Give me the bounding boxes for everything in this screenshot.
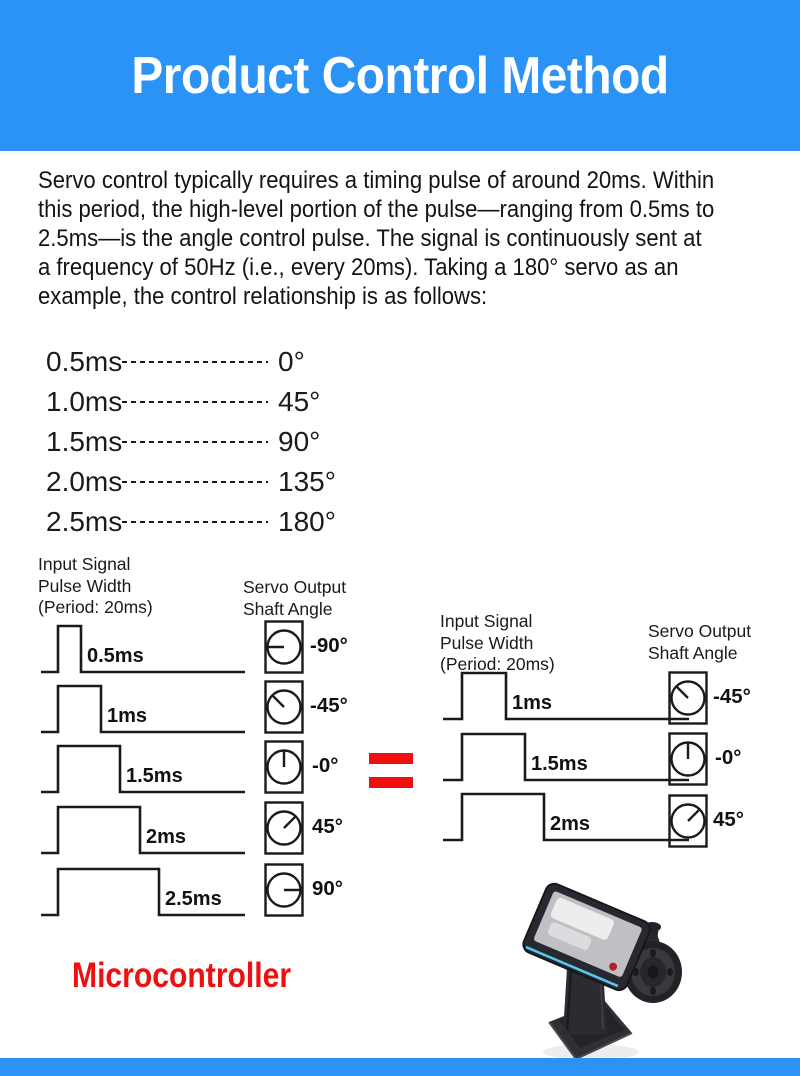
- pulse-value: 1.0ms: [46, 386, 123, 417]
- equals-bar: [369, 777, 413, 788]
- servo-dial-icon: [264, 740, 304, 794]
- label-line: Pulse Width: [440, 632, 534, 653]
- angle-value: 0°: [278, 346, 305, 377]
- label-line: Pulse Width: [38, 575, 132, 596]
- waveform-row: [442, 729, 690, 783]
- servo-dial-icon: [668, 794, 708, 848]
- pulse-width-label: 1.5ms: [531, 753, 588, 775]
- dash-line: [122, 481, 268, 483]
- intro-line: Servo control typically requires a timing pulse of around 20ms. Within: [38, 167, 715, 194]
- waveform-row: [40, 864, 246, 918]
- pulse-width-label: 1ms: [512, 692, 553, 714]
- equals-bar: [369, 753, 413, 764]
- pulse-angle-row: [46, 462, 336, 502]
- footer-banner: [0, 1058, 800, 1076]
- pulse-width-label: 2.5ms: [165, 888, 222, 910]
- waveform-row: [442, 668, 690, 722]
- servo-angle-label: -0°: [312, 754, 339, 777]
- servo-angle-label: 45°: [312, 815, 344, 838]
- servo-dial-icon: [668, 671, 708, 725]
- label-line: (Period: 20ms): [38, 597, 153, 617]
- pulse-width-label: 2ms: [146, 826, 187, 848]
- servo-dial-icon: [264, 620, 304, 674]
- pulse-waveform: [442, 668, 690, 722]
- servo-angle-label: 90°: [312, 877, 344, 900]
- dash-line: [122, 361, 268, 363]
- label-line: Servo Output: [648, 621, 752, 641]
- rc-transmitter-image: [505, 880, 755, 1065]
- pulse-value: 2.0ms: [46, 466, 123, 497]
- servo-angle-label: -45°: [713, 685, 751, 708]
- pulse-angle-row: [46, 382, 336, 422]
- pulse-value: 1.5ms: [46, 426, 123, 457]
- waveform-row: [40, 621, 246, 675]
- pulse-angle-row: [46, 422, 336, 462]
- servo-angle-label: -90°: [310, 634, 348, 657]
- servo-angle-label: -45°: [310, 694, 348, 717]
- servo-dial-icon: [668, 732, 708, 786]
- pulse-waveform: [40, 802, 246, 856]
- intro-line: a frequency of 50Hz (i.e., every 20ms). Taking a 180° servo as an: [38, 254, 679, 281]
- waveform-row: [40, 802, 246, 856]
- header-banner: [0, 0, 800, 151]
- waveform-row: [40, 681, 246, 735]
- angle-value: 180°: [278, 506, 336, 537]
- pulse-angle-row: [46, 502, 336, 542]
- label-line: Input Signal: [38, 554, 131, 574]
- intro-line: example, the control relationship is as follows:: [38, 283, 488, 310]
- label-line: Shaft Angle: [648, 642, 738, 663]
- input-signal-label: [38, 554, 153, 619]
- intro-paragraph: [38, 166, 773, 311]
- input-signal-label: [440, 611, 555, 676]
- waveform-row: [40, 741, 246, 795]
- intro-line: this period, the high-level portion of the pulse—ranging from 0.5ms to: [38, 196, 715, 223]
- label-line: (Period: 20ms): [440, 654, 555, 674]
- servo-angle-label: -0°: [715, 746, 742, 769]
- pulse-width-label: 2ms: [550, 813, 591, 835]
- servo-angle-label: 45°: [713, 808, 745, 831]
- dash-line: [122, 401, 268, 403]
- angle-value: 90°: [278, 426, 321, 457]
- label-line: Shaft Angle: [243, 598, 333, 619]
- servo-output-label: [243, 577, 346, 620]
- page-title: Product Control Method: [131, 46, 669, 105]
- pulse-value: 0.5ms: [46, 346, 123, 377]
- pulse-width-label: 0.5ms: [87, 645, 144, 667]
- dash-line: [122, 441, 268, 443]
- label-line: Input Signal: [440, 611, 533, 631]
- label-line: Servo Output: [243, 577, 347, 597]
- angle-value: 135°: [278, 466, 336, 497]
- angle-value: 45°: [278, 386, 321, 417]
- pulse-angle-row: [46, 342, 336, 382]
- servo-dial-icon: [264, 801, 304, 855]
- microcontroller-label: Microcontroller: [72, 956, 292, 995]
- servo-dial-icon: [264, 680, 304, 734]
- intro-line: 2.5ms—is the angle control pulse. The signal is continuously sent at: [38, 225, 702, 252]
- pulse-width-label: 1.5ms: [126, 765, 183, 787]
- servo-dial-icon: [264, 863, 304, 917]
- waveform-row: [442, 789, 690, 843]
- pulse-value: 2.5ms: [46, 506, 123, 537]
- equals-icon: [369, 753, 413, 788]
- dash-line: [122, 521, 268, 523]
- pulse-width-label: 1ms: [107, 705, 148, 727]
- servo-output-label: [648, 621, 751, 664]
- pulse-angle-map: [46, 342, 336, 542]
